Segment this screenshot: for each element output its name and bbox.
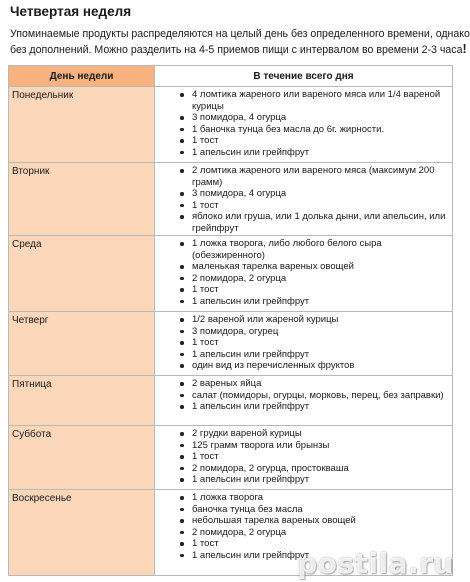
list-item: 1 тост [155,451,452,463]
bullet-icon [180,382,184,386]
food-cell [155,376,453,426]
day-cell: Среда [9,236,155,312]
bullet-icon [180,478,184,482]
list-item: 3 помидора, огурец [155,326,452,338]
bullet-icon [180,432,184,436]
bullet-icon [180,467,184,471]
bullet-icon [180,151,184,155]
food-cell [155,236,453,312]
bullet-icon [180,455,184,459]
list-item: 1 тост [155,538,452,550]
list-item: 2 помидора, 2 огурца [155,527,452,539]
bullet-icon [180,277,184,281]
bullet-icon [180,215,184,219]
table-body [9,87,453,576]
table-row-monday [9,87,453,163]
bullet-icon [180,542,184,546]
bullet-icon [180,128,184,132]
bullet-icon [180,444,184,448]
list-item: 1 апельсин или грейпфрут [155,147,452,159]
bullet-icon [180,265,184,269]
table-header-row [9,66,453,87]
list-item: 1 тост [155,200,452,212]
list-item: 3 помидора, 4 огурца [155,188,452,200]
table-row-friday [9,376,453,426]
food-list [155,87,452,159]
list-item: 1 апельсин или грейпфрут [155,296,452,308]
list-item: 1 ложка творога, либо любого белого сыра (обезжиренного) [155,238,452,261]
list-item: 1 тост [155,337,452,349]
bullet-icon [180,405,184,409]
intro-emphasis: ! [462,42,467,56]
bullet-icon [180,554,184,558]
food-cell [155,426,453,490]
list-item: 2 вареных яйца [155,378,452,390]
list-item: 1 апельсин или грейпфрут [155,550,452,562]
bullet-icon [180,364,184,368]
bullet-icon [180,93,184,97]
intro-line-2 [10,42,467,58]
bullet-icon [180,394,184,398]
list-item: 2 помидора, 2 огурца, простокваша [155,463,452,475]
food-list [155,376,452,413]
food-list [155,163,452,235]
bullet-icon [180,192,184,196]
list-item: 4 ломтика жареного или вареного мяса или 1/4 вареной курицы [155,89,452,112]
day-cell: Четверг [9,312,155,376]
list-item: 1 баночка тунца без масла до 6г. жирности. [155,124,452,136]
list-item: салат (помидоры, огурцы, морковь, перец, без заправки) [155,390,452,402]
intro-line-1: Упоминаемые продукты распределяются на целый день без определенного времени, однако [10,28,470,40]
intro-paragraph [10,27,470,58]
list-item: 2 грудки вареной курицы [155,428,452,440]
list-item: маленькая тарелка вареных овощей [155,261,452,273]
day-cell: Пятница [9,376,155,426]
bullet-icon [180,169,184,173]
list-item: 2 ломтика жареного или вареного мяса (максимум 200 грамм) [155,165,452,188]
list-item: 125 грамм творога или брынзы [155,440,452,452]
bullet-icon [180,300,184,304]
page-title: Четвертая неделя [10,4,132,19]
bullet-icon [180,242,184,246]
list-item: 1 тост [155,284,452,296]
header-day-of-week: День недели [9,66,155,87]
day-cell: Воскресенье [9,490,155,576]
day-cell: Вторник [9,163,155,236]
bullet-icon [180,341,184,345]
table-row-tuesday [9,163,453,236]
list-item: 1 ложка творога [155,492,452,504]
bullet-icon [180,330,184,334]
diet-table [8,65,453,576]
list-item: 2 помидора, 2 огурца [155,273,452,285]
watermark-logo: postila.ru [297,547,454,580]
food-cell [155,87,453,163]
bullet-icon [180,204,184,208]
food-cell [155,312,453,376]
intro-line-2-text: без дополнений. Можно разделить на 4-5 приемов пищи с интервалом во времени 2-3 часа [10,44,463,56]
list-item: яблоко или груша, или 1 долька дыни, или апельсин, или грейпфрут [155,211,452,234]
food-list [155,312,452,372]
bullet-icon [180,496,184,500]
list-item: 1 апельсин или грейпфрут [155,349,452,361]
bullet-icon [180,139,184,143]
food-list [155,236,452,308]
food-list [155,426,452,486]
list-item: 1 тост [155,135,452,147]
list-item: 3 помидора, 4 огурца [155,112,452,124]
food-cell [155,163,453,236]
table-row-wednesday [9,236,453,312]
list-item: 1 апельсин или грейпфрут [155,401,452,413]
bullet-icon [180,508,184,512]
list-item: баночка тунца без масла [155,504,452,516]
day-cell: Суббота [9,426,155,490]
bullet-icon [180,531,184,535]
bullet-icon [180,353,184,357]
list-item: 1 апельсин или грейпфрут [155,474,452,486]
list-item: 1/2 вареной или жареной курицы [155,314,452,326]
table-row-thursday [9,312,453,376]
bullet-icon [180,519,184,523]
bullet-icon [180,116,184,120]
table-row-saturday [9,426,453,490]
header-all-day: В течение всего дня [155,66,453,87]
bullet-icon [180,288,184,292]
list-item: один вид из перечисленных фруктов [155,360,452,372]
day-cell: Понедельник [9,87,155,163]
bullet-icon [180,318,184,322]
list-item: небольшая тарелка вареных овощей [155,515,452,527]
